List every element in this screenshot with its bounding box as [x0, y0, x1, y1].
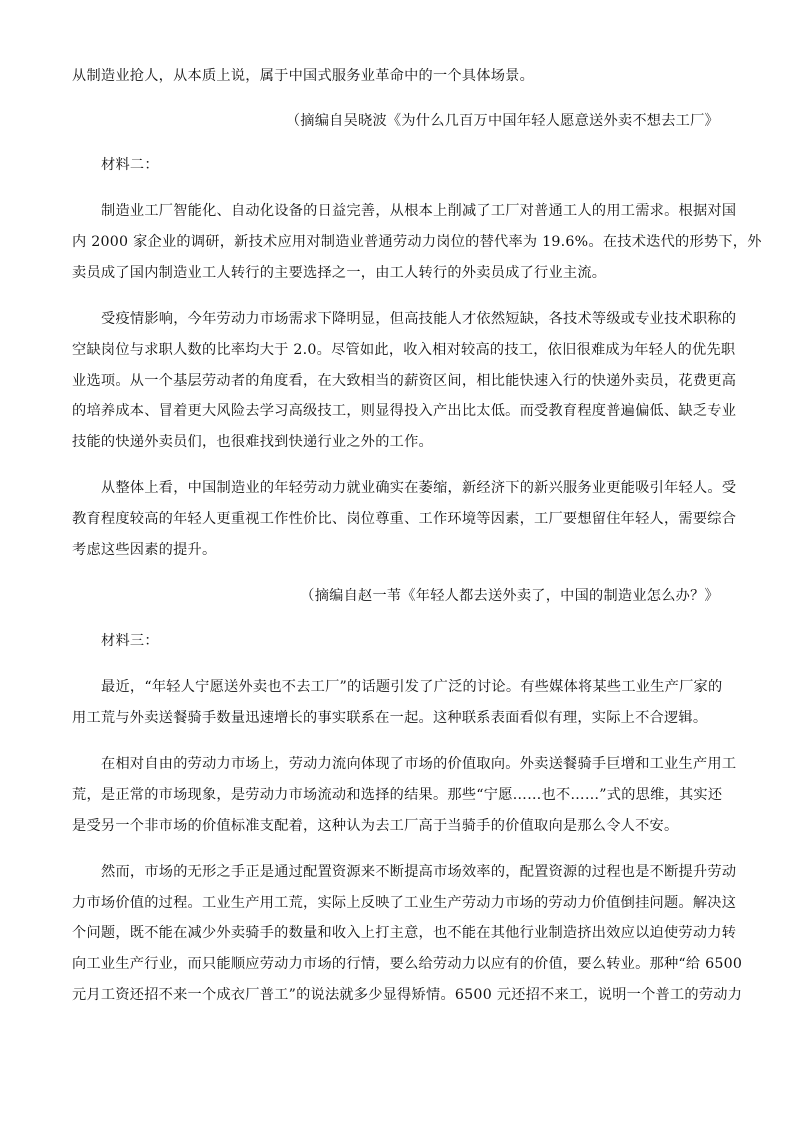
paragraph-line: 的培养成本、冒着更大风险去学习高级技工，则显得投入产出比太低。而受教育程度普遍偏低、缺乏专业: [72, 403, 737, 419]
paragraph-line: 然而，市场的无形之手正是通过配置资源来不断提高市场效率的，配置资源的过程也是不断提升劳动: [101, 864, 737, 880]
paragraph-line: 最近，“年轻人宁愿送外卖也不去工厂”的话题引发了广泛的讨论。有些媒体将某些工业生产厂家的: [101, 679, 723, 695]
paragraph-line: 教育程度较高的年轻人更重视工作性价比、岗位尊重、工作环境等因素，工厂要想留住年轻人，需要综合: [72, 511, 737, 527]
paragraph-line: 荒，是正常的市场现象，是劳动力市场流动和选择的结果。那些“宁愿……也不……”式的思维，其实还: [72, 787, 723, 803]
section-heading: 材料二：: [101, 157, 159, 173]
paragraph-line: 从制造业抢人，从本质上说，属于中国式服务业革命中的一个具体场景。: [72, 68, 535, 84]
paragraph-line: 从整体上看，中国制造业的年轻劳动力就业确实在萎缩，新经济下的新兴服务业更能吸引年轻人。受: [101, 480, 737, 496]
paragraph-line: 技能的快递外卖员们，也很难找到快递行业之外的工作。: [72, 434, 433, 450]
section-heading: 材料三：: [101, 633, 159, 649]
paragraph-line: 卖员成了国内制造业工人转行的主要选择之一，由工人转行的外卖员成了行业主流。: [72, 265, 607, 281]
paragraph-line: 在相对自由的劳动力市场上，劳动力流向体现了市场的价值取向。外卖送餐骑手巨增和工业生产用工: [101, 756, 737, 772]
paragraph-line: 是受另一个非市场的价值标准支配着，这种认为去工厂高于当骑手的价值取向是那么令人不安。: [72, 818, 679, 834]
citation-line: （摘编自赵一苇《年轻人都去送外卖了，中国的制造业怎么办？》: [300, 588, 719, 604]
paragraph-line: 空缺岗位与求职人数的比率均大于 2.0。尽管如此，收入相对较高的技工，依旧很难成为年轻人的优先职: [72, 342, 736, 358]
paragraph-line: 用工荒与外卖送餐骑手数量迅速增长的事实联系在一起。这种联系表面看似有理，实际上不合逻辑。: [72, 710, 708, 726]
paragraph-line: 力市场价值的过程。工业生产用工荒，实际上反映了工业生产劳动力市场的劳动力价值倒挂问题。解决这: [72, 895, 737, 911]
paragraph-line: 元月工资还招不来一个成衣厂普工”的说法就多少显得矫情。6500 元还招不来工，说明一个普工的劳动力: [72, 987, 743, 1003]
paragraph-line: 考虑这些因素的提升。: [72, 542, 217, 558]
paragraph-line: 内 2000 家企业的调研，新技术应用对制造业普通劳动力岗位的替代率为 19.6%。在技术迭代的形势下，外: [72, 234, 762, 250]
paragraph-line: 制造业工厂智能化、自动化设备的日益完善，从根本上削减了工厂对普通工人的用工需求。根据对国: [101, 203, 737, 219]
citation-line: （摘编自吴晓波《为什么几百万中国年轻人愿意送外卖不想去工厂》: [285, 113, 719, 129]
paragraph-line: 受疫情影响，今年劳动力市场需求下降明显，但高技能人才依然短缺，各技术等级或专业技术职称的: [101, 311, 737, 327]
paragraph-line: 个问题，既不能在减少外卖骑手的数量和收入上打主意，也不能在其他行业制造挤出效应以迫使劳动力转: [72, 925, 737, 941]
paragraph-line: 业选项。从一个基层劳动者的角度看，在大致相当的薪资区间，相比能快速入行的快递外卖员，花费更高: [72, 373, 737, 389]
paragraph-line: 向工业生产行业，而只能顺应劳动力市场的行情，要么给劳动力以应有的价值，要么转业。那种“给 6500: [72, 956, 743, 972]
